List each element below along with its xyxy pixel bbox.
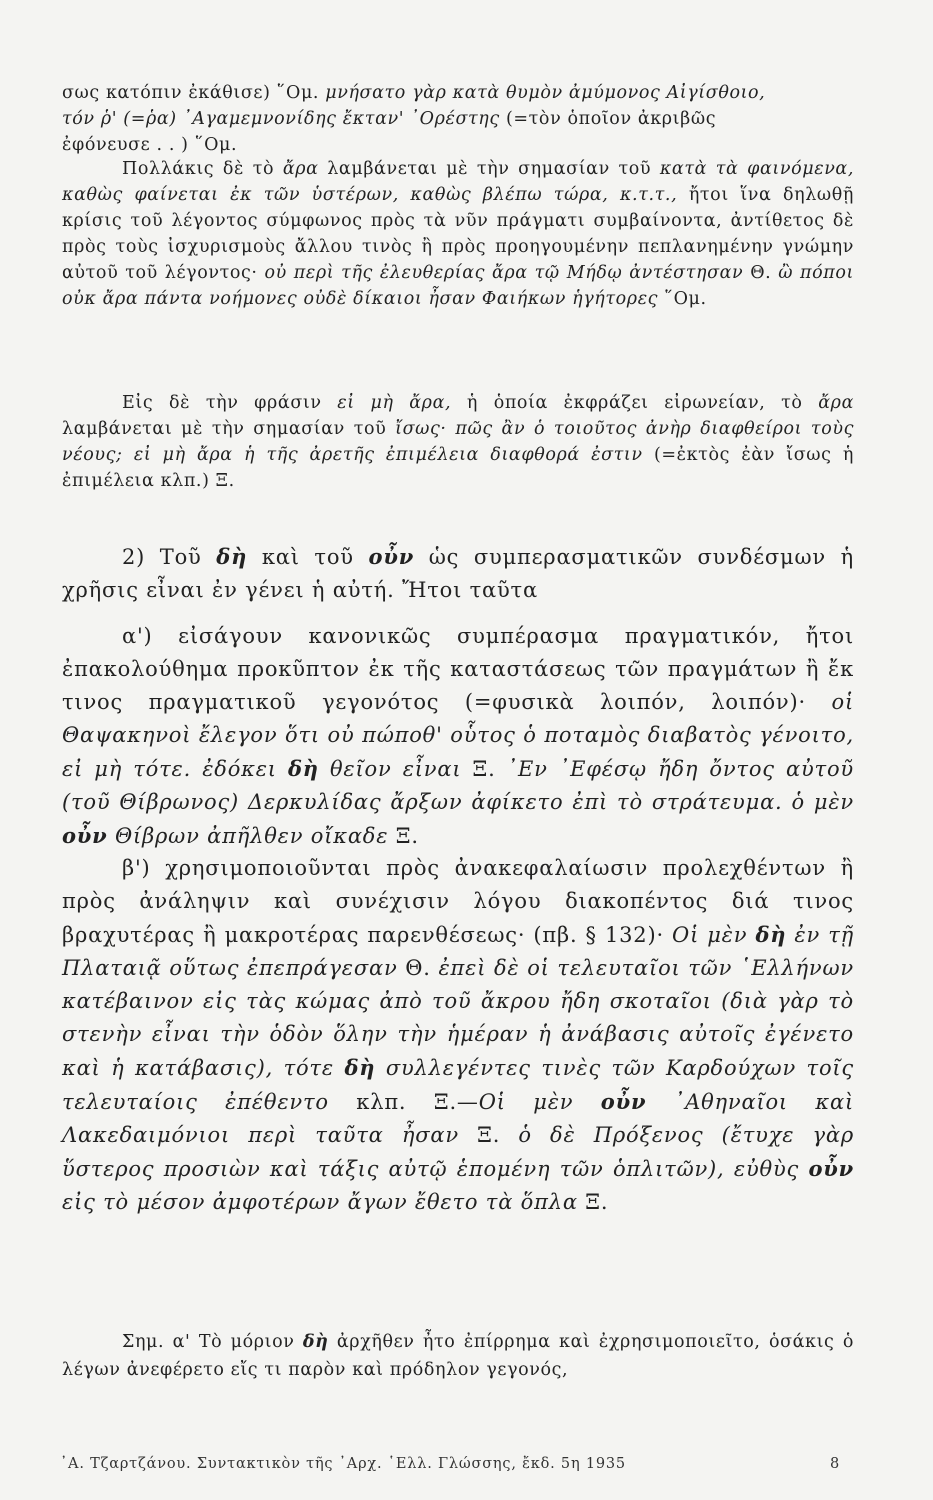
text-span: β') χρησιμοποιοῦνται πρὸς ἀνακεφαλαίωσιν προλεχθέντων ἢ πρὸς ἀνάληψιν καὶ συνέχισιν λόγου διακοπέντος διά τινος βραχυτέρας ἢ μακροτέρας παρενθέσεως· (πβ. § 132)· (62, 856, 854, 947)
quote-span: ὢ πόποι οὐκ ἄρα πάντα νοήμονες οὐδὲ δίκαιοι ἦσαν Φαιήκων ἡγήτορες (62, 263, 854, 309)
source-span: Ξ. (458, 1123, 519, 1147)
paragraph-text (62, 156, 854, 312)
quote-span: θεῖον εἶναι (318, 757, 462, 781)
text-span: (=ἐκτὸς ἐὰν ἴσως ἡ ἐπιμέλεια κλπ.) Ξ. (62, 445, 854, 491)
source-span: Ξ. (388, 824, 419, 848)
quote-span: ἐν τῇ Πλαταιᾷ οὕτως ἐπεπράγεσαν (62, 923, 854, 980)
paragraph-continuation (62, 80, 854, 158)
quote-span: εἰς τὸ μέσον ἀμφοτέρων ἄγων ἔθετο τὰ ὅπλα (62, 1190, 578, 1214)
quote-span: κατὰ τὰ φαινόμενα, καθὼς φαίνεται ἐκ τῶν ὑστέρων, καθὼς βλέπω τώρα, κ.τ.τ., (62, 159, 855, 205)
term-span: δὴ (755, 922, 787, 947)
quote-span: οἱ Θαψακηνοὶ ἔλεγον ὅτι οὐ πώποθ' οὗτος ὁ ποταμὸς διαβατὸς γένοιτο, εἰ μὴ τότε. ἐδόκει (62, 690, 854, 781)
term-span: δὴ (216, 544, 248, 569)
text-span: ἤτοι ἵνα δηλωθῇ κρίσις τοῦ λέγοντος σύμφωνος πρὸς τὰ νῦν πράγματι συμβαίνοντα, ἀντίθετος δὲ πρὸς τοὺς ἰσχυρισμοὺς ἄλλου τινὸς ἢ πρὸς προηγουμένην πεπλανημένην γνώμην αὐτοῦ τοῦ λέγοντος· (62, 185, 854, 283)
quote-span: οὐ περὶ τῆς ἐλευθερίας ἄρα τῷ Μήδῳ ἀντέστησαν (264, 263, 744, 283)
text-span: λαμβάνεται μὲ τὴν σημασίαν τοῦ (62, 419, 396, 439)
quote-span: ὁ δὲ Πρόξενος (ἔτυχε γὰρ ὕστερος προσιὼν καὶ τάξις αὐτῷ ἑπομένη τῶν ὁπλιτῶν), εὐθὺς (62, 1123, 854, 1181)
quote-span: ἐπεὶ δὲ οἱ τελευταῖοι τῶν ῾Ελλήνων κατέβαινον εἰς τὰς κώμας ἀπὸ τοῦ ἄκρου ἤδη σκοταῖοι (διὰ γὰρ τὸ στενὴν εἶναι τὴν ὁδὸν ὅλην τὴν ἡμέραν ἡ ἀνάβασις αὐτοῖς ἐγένετο καὶ ἡ κατάβασις), τότε (62, 956, 854, 1080)
source-span: ῞Ομ. (658, 289, 707, 309)
source-span: Ξ. (577, 1190, 609, 1214)
term-span: ἄρα (818, 393, 854, 413)
source-span: κλπ. Ξ.— (328, 1090, 479, 1114)
footer-citation: ᾿Α. Τζαρτζάνου. Συντακτικὸν τῆς ᾿Αρχ. ῾Ελλ. Γλώσσης, ἔκδ. 5η 1935 (60, 1456, 626, 1472)
source-span: Θ. (743, 263, 779, 283)
text-span: λαμβάνεται μὲ τὴν σημασίαν τοῦ (318, 159, 660, 179)
term-span: δὴ (287, 756, 319, 781)
section-heading-paragraph (62, 540, 854, 607)
text-span: Σημ. α' Τὸ μόριον (122, 1332, 303, 1352)
signature-mark: 8 (829, 1456, 840, 1472)
text-span: (=τὸν ὁποῖον ἀκριβῶς (499, 109, 717, 129)
quote-span: μνήσατο γὰρ κατὰ θυμὸν ἀμύμονος Αἰγίσθοιο, (325, 83, 766, 103)
note-paragraph (62, 1328, 854, 1384)
text-span: ἀρχῆθεν ἦτο ἐπίρρημα καὶ ἐχρησιμοποιεῖτο, ὁσάκις ὁ λέγων ἀνεφέρετο εἴς τι παρὸν καὶ πρόδηλον γεγονός, (62, 1332, 854, 1380)
quote-span: Οἱ μὲν (478, 1090, 601, 1114)
term-span: οὖν (600, 1089, 647, 1114)
text-line (62, 106, 854, 132)
text-line (62, 132, 854, 158)
paragraph-text (62, 1328, 854, 1384)
text-line (62, 80, 854, 106)
source-span: Θ. (397, 956, 439, 980)
quote-span: Θίβρων ἀπῆλθεν οἴκαδε (107, 824, 389, 848)
page-footer (60, 1456, 840, 1472)
quote-span: Οἱ μὲν (672, 923, 756, 947)
text-span: σως κατόπιν ἐκάθισε) ῞Ομ. (62, 83, 326, 103)
text-span: ὡς συμπερασματικῶν συνδέσμων ἡ χρῆσις εἶναι ἐν γένει ἡ αὐτή. Ἤτοι ταῦτα (62, 545, 855, 602)
quote-span: συλλεγέντες τινὲς τῶν Καρδούχων τοῖς τελευταίοις ἐπέθεντο (62, 1056, 854, 1114)
paragraph-text (62, 390, 854, 494)
paragraph-ara-meaning (62, 156, 854, 312)
text-span: 2) Τοῦ (122, 545, 217, 569)
text-span: α') εἰσάγουν κανονικῶς συμπέρασμα πραγματικόν, ἤτοι ἐπακολούθημα προκῦπτον ἐκ τῆς καταστάσεως τῶν πραγμάτων ἢ ἔκ τινος πραγματικοῦ γεγονότος (=φυσικὰ λοιπόν, λοιπόν)· (62, 624, 854, 714)
quote-span: ᾿Εν ᾿Εφέσῳ ἤδη ὄντος αὐτοῦ (τοῦ Θίβρωνος) Δερκυλίδας ἄρξων ἀφίκετο ἐπὶ τὸ στράτευμα. ὁ μὲν (62, 757, 854, 814)
paragraph-beta (62, 852, 854, 1219)
source-span: Ξ. (461, 757, 507, 781)
term-span: δὴ (302, 1332, 329, 1352)
text-span: ἐφόνευσε . . ) ῞Ομ. (62, 135, 238, 155)
text-span: Πολλάκις δὲ τὸ (122, 159, 283, 179)
term-span: οὖν (62, 823, 108, 848)
text-span: Εἰς δὲ τὴν φράσιν (122, 393, 338, 413)
quote-span: ᾿Αθηναῖοι καὶ Λακεδαιμόνιοι περὶ ταῦτα ἦσαν (62, 1090, 855, 1147)
paragraph-ei-me-ara (62, 390, 854, 494)
paragraph-alpha (62, 620, 854, 853)
term-span: οὖν (808, 1156, 854, 1181)
paragraph-text (62, 620, 854, 853)
paragraph-text (62, 540, 854, 607)
term-span: εἰ μὴ ἄρα, (337, 393, 452, 413)
quote-span: τόν ῥ' (=ῥα) ᾿Αγαμεμνονίδης ἔκταν' ᾿Ορέστης (62, 109, 500, 129)
term-span: δὴ (344, 1055, 376, 1080)
text-span: ἡ ὁποία ἐκφράζει εἰρωνείαν, τὸ (451, 393, 819, 413)
term-span: ἄρα (282, 159, 319, 179)
paragraph-text (62, 852, 854, 1219)
text-span: καὶ τοῦ (247, 545, 369, 569)
term-span: οὖν (368, 544, 415, 569)
quote-span: ἴσως· πῶς ἂν ὁ τοιοῦτος ἀνὴρ διαφθείροι τοὺς νέους; εἰ μὴ ἄρα ἡ τῆς ἀρετῆς ἐπιμέλεια διαφθορά ἐστιν (62, 419, 854, 465)
